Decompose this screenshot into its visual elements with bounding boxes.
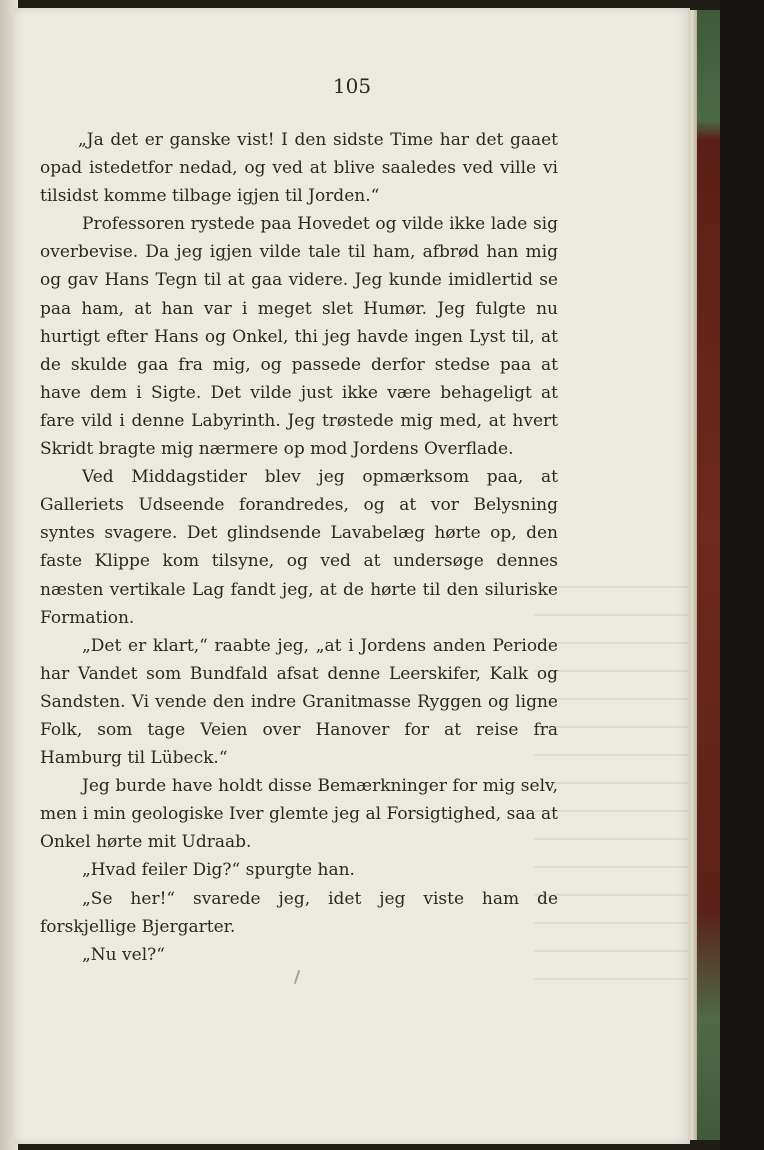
paragraph: „Se her!“ svarede jeg, idet jeg viste ham de forskjellige Bjergarter.: [40, 888, 558, 937]
page-stack-edge: [691, 10, 697, 1140]
book-binding: [688, 10, 723, 1140]
book-page: [14, 8, 690, 1144]
body-text: [40, 126, 558, 969]
pencil-mark: [294, 970, 300, 984]
page-number: 105: [332, 74, 372, 98]
paragraph: „Ja det er ganske vist! I den sidste Time har det gaaet opad istedetfor nedad, og ved at blive saaledes ved ville vi tilsidst komme tilbage igjen til Jorden.“: [40, 130, 558, 207]
paragraph: „Hvad feiler Dig?“ spurgte han.: [82, 860, 355, 881]
paragraph: „Nu vel?“: [82, 944, 165, 965]
paragraph: Ved Middagstider blev jeg opmærksom paa, at Galleriets Udseende forandredes, og at vor Belysning syntes svagere. Det glindsende Lavabelæg hørte op, den faste Klippe kom tilsyne, og ved at undersøge dennes næsten vertikale Lag fandt jeg, at de hørte til den siluriske Formation.: [40, 467, 558, 628]
paragraph: Jeg burde have holdt disse Bemærkninger for mig selv, men i min geologiske Iver glemte jeg al Forsigtighed, saa at Onkel hørte mit Udraab.: [40, 776, 558, 853]
show-through-texture: [534, 568, 694, 988]
paragraph: „Det er klart,“ raabte jeg, „at i Jordens anden Periode har Vandet som Bundfald afsat denne Leerskifer, Kalk og Sandsten. Vi vende den indre Granitmasse Ryggen og ligne Folk, som tage Veien over Hanover for at reise fra Hamburg til Lübeck.“: [40, 635, 558, 769]
paragraph: Professoren rystede paa Hovedet og vilde ikke lade sig overbevise. Da jeg igjen vilde tale til ham, afbrød han mig og gav Hans Tegn til at gaa videre. Jeg kunde imidlertid se paa ham, at han var i meget slet Humør. Jeg fulgte nu hurtigt efter Hans og Onkel, thi jeg havde ingen Lyst til, at de skulde gaa fra mig, og passede derfor stedse paa at have dem i Sigte. Det vilde just ikke være behageligt at fare vild i denne Labyrinth. Jeg trøstede mig med, at hvert Skridt bragte mig nærmere op mod Jordens Overflade.: [40, 214, 558, 460]
background-outside-book: [720, 0, 764, 1150]
